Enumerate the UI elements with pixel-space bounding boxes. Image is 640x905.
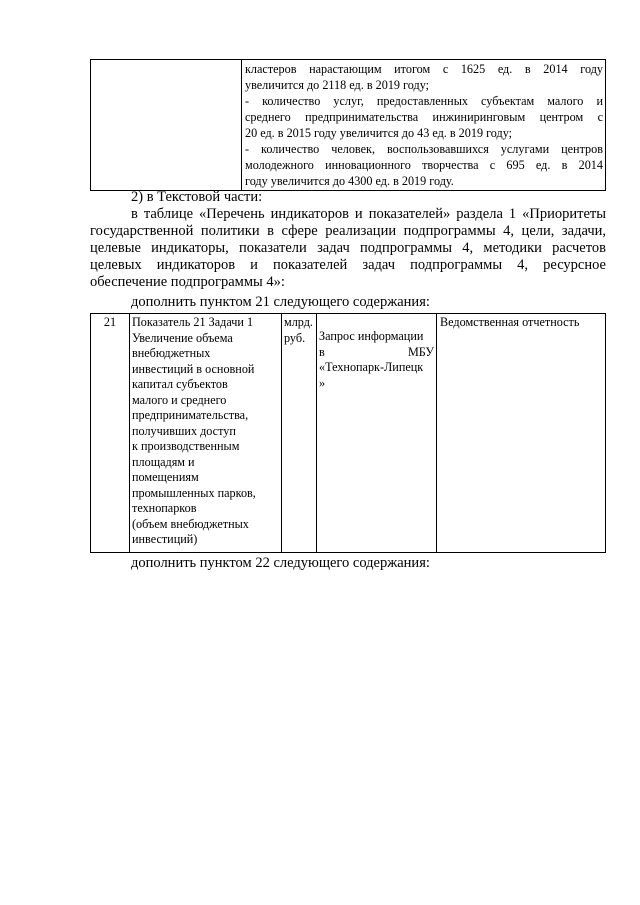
add-item-21-text: дополнить пунктом 21 следующего содержания: <box>131 294 430 310</box>
table-line: увеличится до 2118 ед. в 2019 году; <box>245 78 430 92</box>
name-line: площадям и <box>132 454 195 469</box>
method-line: Запрос информации <box>319 329 424 343</box>
continuation-table <box>90 59 606 191</box>
paragraph-line: целевых индикаторов и показателей задач подпрограммы 4, ресурсное <box>90 257 606 273</box>
name-line: получивших доступ <box>132 423 236 438</box>
unit-cell <box>282 314 317 553</box>
item-2-heading: 2) в Текстовой части: <box>131 189 263 205</box>
paragraph-line: государственной политики в сфере реализации подпрограммы 4, цели, задачи, <box>90 223 606 239</box>
table-line: году увеличится до 4300 ед. в 2019 году. <box>245 174 454 188</box>
table-line: среднего предпринимательства инжиниринговым центром с <box>245 110 603 124</box>
source-cell: Ведомственная отчетность <box>437 314 606 553</box>
unit-line: руб. <box>284 330 306 345</box>
empty-cell <box>91 60 242 191</box>
name-line: внебюджетных <box>132 346 211 360</box>
table-line: 20 ед. в 2015 году увеличится до 43 ед. в 2019 году; <box>245 126 513 140</box>
indicator-table <box>90 313 606 553</box>
method-line: » <box>319 375 326 390</box>
table-line: - количество услуг, предоставленных субъектам малого и <box>245 94 603 108</box>
name-line: (объем внебюджетных <box>132 516 249 531</box>
method-word: в <box>319 344 325 359</box>
name-line: малого и среднего <box>132 392 227 407</box>
unit-line: млрд. <box>284 315 313 329</box>
paragraph-line: целевые индикаторы, показатели задач подпрограммы 4, методики расчетов <box>90 240 606 256</box>
name-line: предпринимательства, <box>132 408 249 422</box>
method-word: МБУ <box>407 344 434 359</box>
table-line: - количество человек, воспользовавшихся услугами центров <box>245 142 603 156</box>
add-item-22-text: дополнить пунктом 22 следующего содержания: <box>131 555 430 571</box>
table-line: молодежного инновационного творчества с 695 ед. в 2014 <box>245 158 603 172</box>
name-line: промышленных парков, <box>132 485 256 500</box>
table-line: кластеров нарастающим итогом с 1625 ед. в 2014 году <box>245 62 603 76</box>
name-line: инвестиций в основной <box>132 361 255 376</box>
name-line: инвестиций) <box>132 532 198 546</box>
row-number-cell: 21 <box>91 314 130 553</box>
method-cell <box>317 314 437 553</box>
name-line: капитал субъектов <box>132 377 228 391</box>
name-line: к производственным <box>132 439 240 453</box>
method-line <box>319 345 434 361</box>
name-line: помещениям <box>132 470 199 484</box>
table-row <box>91 314 606 553</box>
paragraph-line: обеспечение подпрограммы 4»: <box>90 274 285 290</box>
method-line: «Технопарк-Липецк <box>319 360 424 374</box>
name-line: технопарков <box>132 501 197 515</box>
name-line: Показатель 21 Задачи 1 <box>132 315 254 329</box>
name-line: Увеличение объема <box>132 330 233 345</box>
paragraph-line: в таблице «Перечень индикаторов и показателей» раздела 1 «Приоритеты <box>131 206 606 222</box>
indicator-name-cell <box>130 314 282 553</box>
indicator-description-cell <box>242 60 606 191</box>
